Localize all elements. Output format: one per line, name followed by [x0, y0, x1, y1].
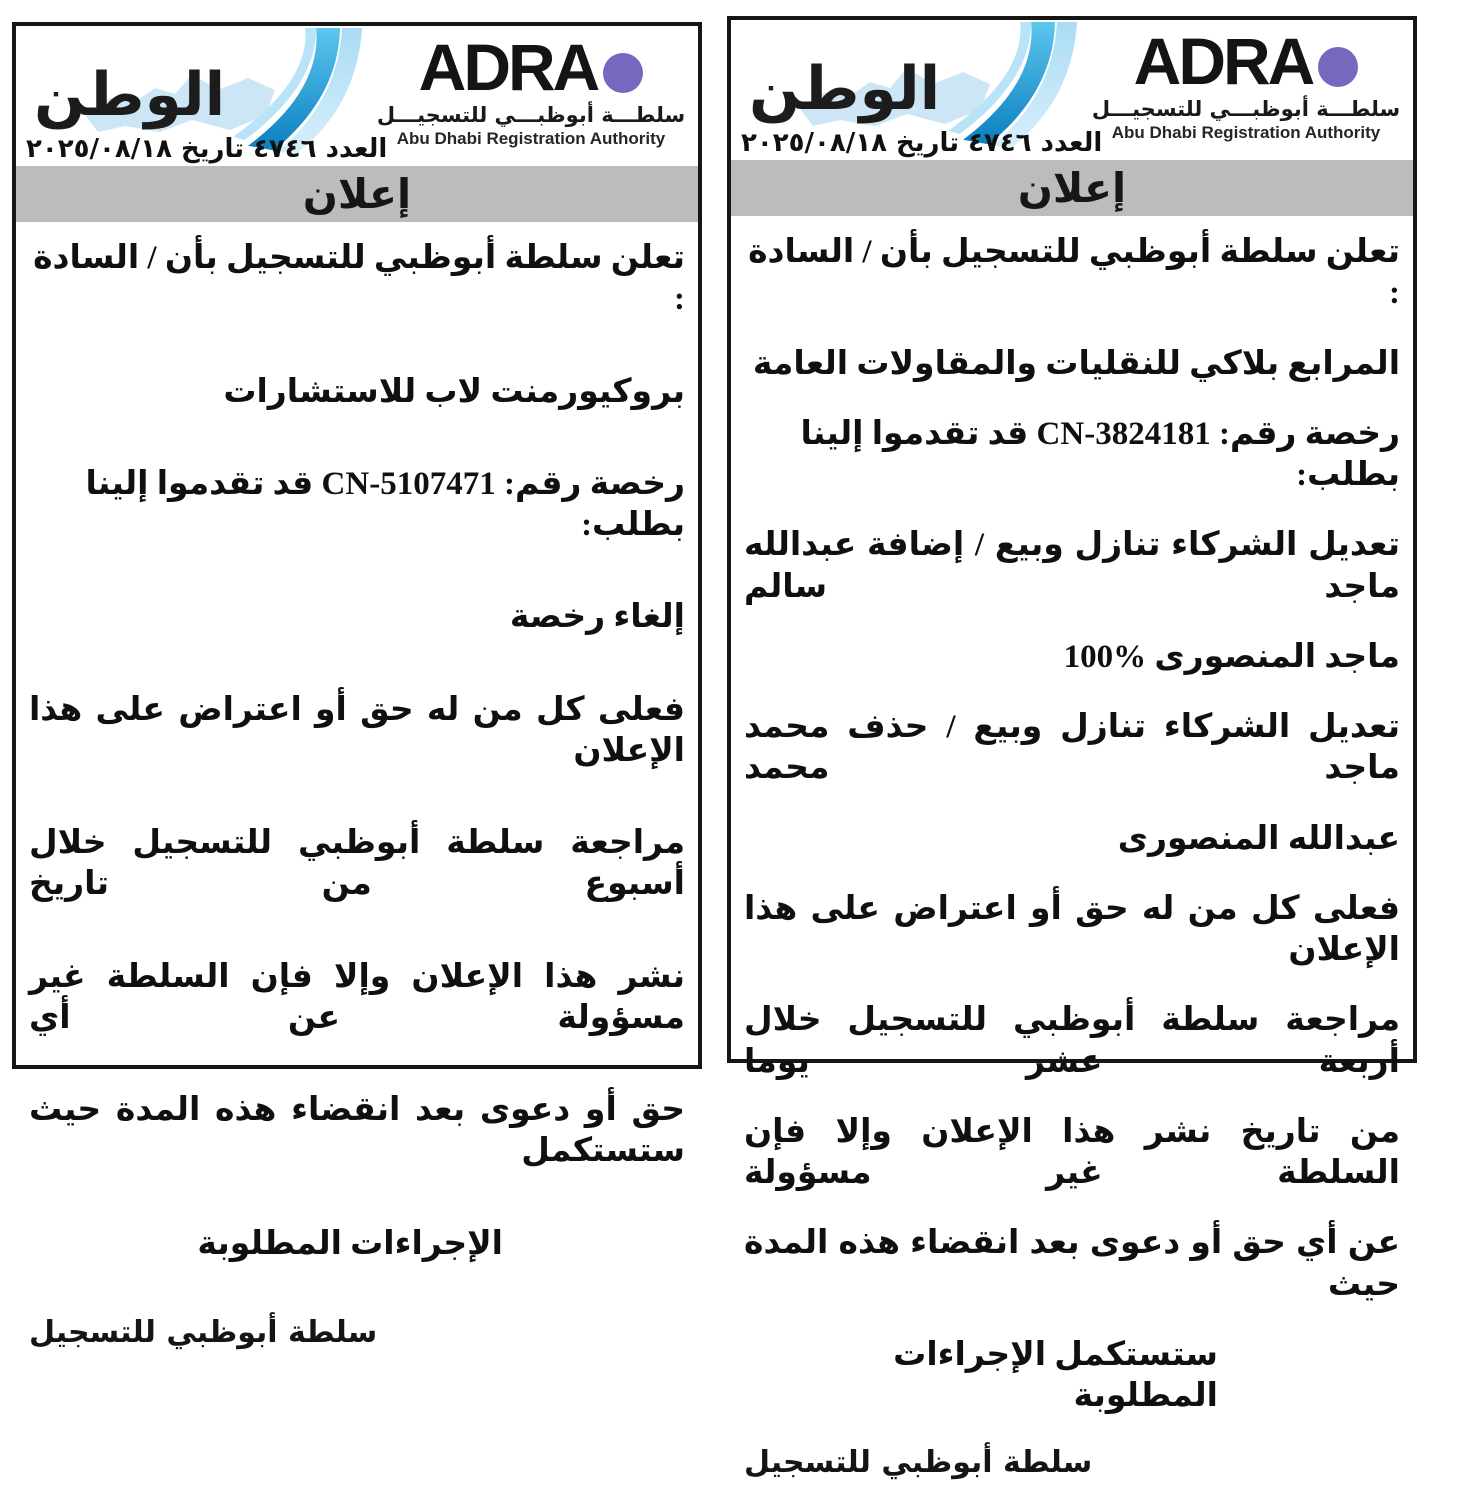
adra-wordmark-row: [418, 30, 644, 104]
newspaper-logo-block: [735, 24, 1103, 160]
authority-name-arabic: سلطـــة أبوظبـــي للتسجيـــل: [376, 102, 686, 127]
authority-name-arabic: سلطـــة أبوظبـــي للتسجيـــل: [1091, 96, 1401, 121]
adra-dot-icon: [1318, 47, 1358, 87]
authority-logo-block: [1085, 24, 1407, 160]
adra-wordmark: ADRA: [1133, 24, 1313, 98]
newspaper-name: الوطن: [749, 54, 941, 124]
notice-line: المرابع بلاكي للنقليات والمقاولات العامة: [752, 345, 1400, 382]
notice-line: فعلى كل من له حق أو اعتراض على هذا الإعلان: [29, 691, 685, 769]
notice-line: ستستكمل الإجراءات المطلوبة: [893, 1336, 1218, 1414]
notice-line: نشر هذا الإعلان وإلا فإن السلطة غير مسؤولة عن أي: [29, 958, 685, 1036]
notice-line: تعديل الشركاء تنازل وبيع / إضافة عبدالله ماجد سالم: [744, 527, 1400, 605]
notice-line: بروكيورمنت لاب للاستشارات: [223, 373, 685, 410]
authority-signature: سلطة أبوظبي للتسجيل: [29, 1314, 378, 1350]
masthead: [16, 26, 698, 166]
masthead: [731, 20, 1413, 160]
authority-signature: سلطة أبوظبي للتسجيل: [744, 1445, 1093, 1481]
notice-line: رخصة رقم: CN-3824181 قد تقدموا إلينا بطلب:: [800, 415, 1400, 493]
notice-line: عبدالله المنصورى: [1117, 820, 1400, 857]
notice-line: رخصة رقم: CN-5107471 قد تقدموا إلينا بطلب:: [85, 465, 685, 543]
notice-line: تعلن سلطة أبوظبي للتسجيل بأن / السادة :: [748, 234, 1400, 312]
notice-line: إلغاء رخصة: [509, 599, 685, 636]
newspaper-name: الوطن: [34, 60, 226, 130]
notice-lines: [29, 238, 685, 1316]
announcement-title: إعلان: [1017, 163, 1127, 212]
notice-line: فعلى كل من له حق أو اعتراض على هذا الإعلان: [744, 890, 1400, 968]
notice-line: الإجراءات المطلوبة: [197, 1225, 503, 1262]
adra-dot-icon: [603, 53, 643, 93]
newspaper-logo-block: [20, 30, 388, 166]
notice-panel-left: [12, 22, 702, 1350]
announcement-title: إعلان: [302, 169, 412, 218]
notice-line: مراجعة سلطة أبوظبي للتسجيل خلال أسبوع من تاريخ: [29, 825, 685, 903]
notice-line: ماجد المنصورى %100: [1063, 638, 1400, 675]
authority-logo-block: [370, 30, 692, 166]
notice-line: مراجعة سلطة أبوظبي للتسجيل خلال أربعة عشر يوما: [744, 1002, 1400, 1080]
notice-body: [731, 216, 1413, 1491]
notice-line: تعلن سلطة أبوظبي للتسجيل بأن / السادة :: [33, 240, 685, 318]
notice-panel-right: [727, 16, 1417, 1481]
announcement-banner: [731, 160, 1413, 216]
notice-line: عن أي حق أو دعوى بعد انقضاء هذه المدة حيث: [744, 1225, 1400, 1303]
authority-name-english: Abu Dhabi Registration Authority: [1111, 122, 1381, 142]
issue-date-line: العدد ٤٧٤٦ تاريخ ٢٠٢٥/٠٨/١٨: [741, 128, 1103, 158]
authority-name-english: Abu Dhabi Registration Authority: [396, 128, 666, 148]
notice-line: حق أو دعوى بعد انقضاء هذه المدة حيث ستستكمل: [29, 1092, 685, 1170]
notice-lines: [744, 232, 1400, 1446]
announcement-banner: [16, 166, 698, 222]
issue-date-line: العدد ٤٧٤٦ تاريخ ٢٠٢٥/٠٨/١٨: [26, 134, 388, 164]
notice-line: تعديل الشركاء تنازل وبيع / حذف محمد ماجد محمد: [744, 709, 1400, 787]
notice-body: [16, 222, 698, 1361]
notice-line: من تاريخ نشر هذا الإعلان وإلا فإن السلطة غير مسؤولة: [744, 1113, 1400, 1191]
adra-wordmark: ADRA: [418, 30, 598, 104]
adra-wordmark-row: [1133, 24, 1359, 98]
